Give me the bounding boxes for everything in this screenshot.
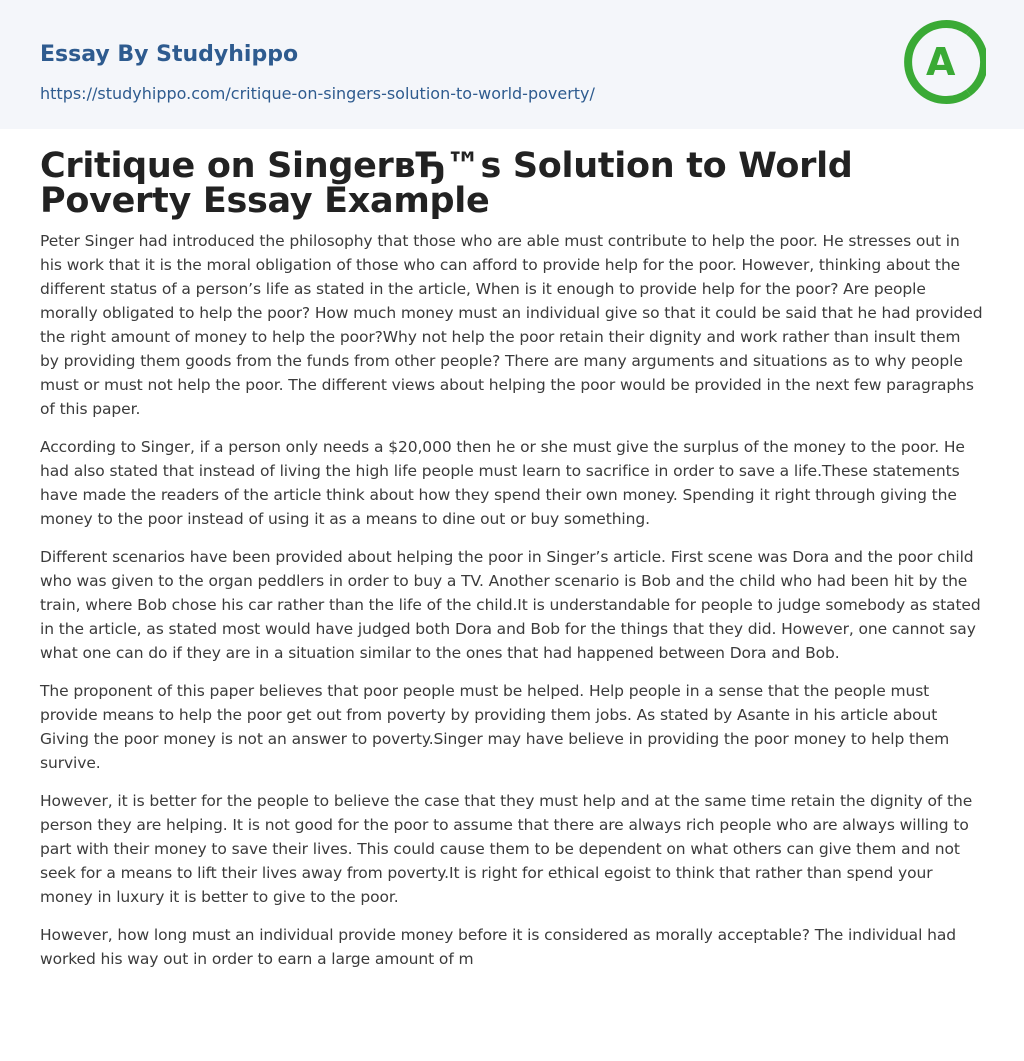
site-header: [0, 0, 1024, 129]
paragraph: Different scenarios have been provided about helping the poor in Singer’s article. First scene was Dora and the poor child who was given to the organ peddlers in order to buy a TV. Another scenario is Bob and the child who had been hit by the train, where Bob chose his car rather than the life of the child.It is understandable for people to judge somebody as stated in the article, as stated most would have judged both Dora and Bob for the things that they did. However, one cannot say what one can do if they are in a situation similar to the ones that had happened between Dora and Bob.: [40, 548, 981, 662]
paragraph: The proponent of this paper believes that poor people must be helped. Help people in a sense that the people must provide means to help the poor get out from poverty by providing them jobs. As stated by Asante in his article about Giving the poor money is not an answer to poverty.Singer may have believe in providing the poor money to help them survive.: [40, 682, 950, 772]
studyhippo-logo-icon[interactable]: [898, 18, 986, 106]
site-brand[interactable]: Essay By Studyhippo: [40, 42, 299, 67]
source-url-link[interactable]: https://studyhippo.com/critique-on-singers-solution-to-world-poverty/: [40, 84, 595, 103]
paragraph: However, it is better for the people to believe the case that they must help and at the same time retain the dignity of the person they are helping. It is not good for the poor to assume that there are always rich people who are always willing to part with their money to save their lives. This could cause them to be dependent on what others can give them and not seek for a means to lift their lives away from poverty.It is right for ethical egoist to think that rather than spend your money in luxury it is better to give to the poor.: [40, 792, 973, 906]
article: [0, 146, 1024, 971]
logo-letter: A: [926, 40, 956, 84]
paragraph: Peter Singer had introduced the philosophy that those who are able must contribute to help the poor. He stresses out in his work that it is the moral obligation of those who can afford to provide help for the poor. However, thinking about the different status of a person’s life as stated in the article, When is it enough to provide help for the poor? Are people morally obligated to help the poor? How much money must an individual give so that it could be said that he had provided the right amount of money to help the poor?Why not help the poor retain their dignity and work rather than insult them by providing them goods from the funds from other people? There are many arguments and situations as to why people must or must not help the poor. The different views about helping the poor would be provided in the next few paragraphs of this paper.: [40, 232, 983, 418]
page-title: Critique on SingerвЂ™s Solution to World Poverty Essay Example: [40, 146, 853, 221]
paragraph: According to Singer, if a person only needs a $20,000 then he or she must give the surplus of the money to the poor. He had also stated that instead of living the high life people must learn to sacrifice in order to save a life.These statements have made the readers of the article think about how they spend their own money. Spending it right through giving the money to the poor instead of using it as a means to dine out or buy something.: [40, 438, 965, 528]
paragraph: However, how long must an individual provide money before it is considered as morally acceptable? The individual had worked his way out in order to earn a large amount of m: [40, 926, 956, 968]
